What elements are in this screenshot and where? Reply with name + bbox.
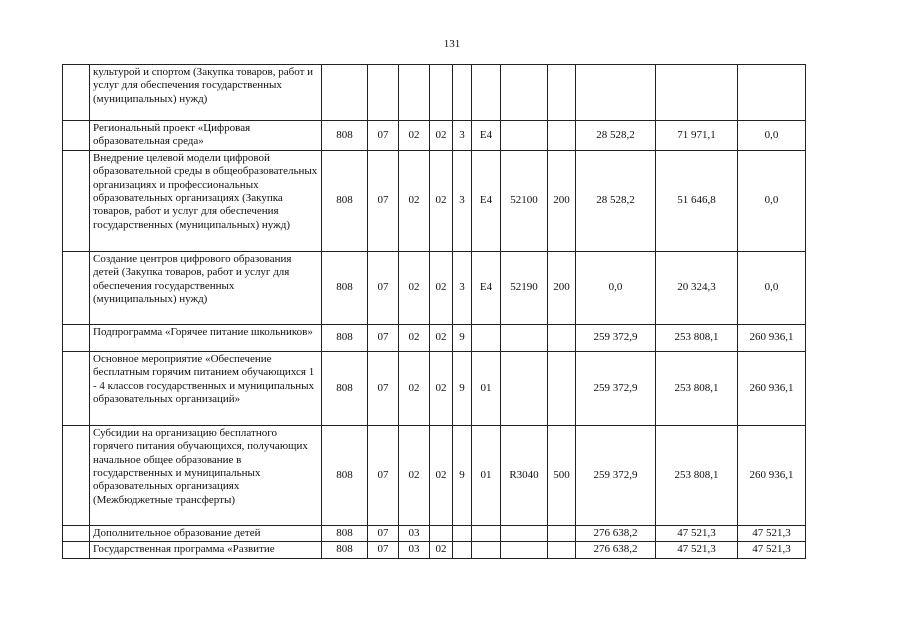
cell-amount-1: 0,0 xyxy=(576,251,656,324)
cell-amount-1: 28 528,2 xyxy=(576,121,656,151)
cell-amount-3 xyxy=(738,65,806,121)
table-row xyxy=(63,251,806,324)
cell-amount-2: 51 646,8 xyxy=(656,150,738,251)
row-blank-cell xyxy=(63,425,90,525)
cell-subsection: 02 xyxy=(399,251,430,324)
cell-project: E4 xyxy=(472,150,501,251)
row-name: Основное мероприятие «Обеспечение бесплатным горячим питанием обучающихся 1 - 4 классов государственных и муниципальных образовательных организаций» xyxy=(90,351,322,425)
cell-ministry: 808 xyxy=(322,525,368,541)
cell-direction: R3040 xyxy=(501,425,548,525)
row-name: Субсидии на организацию бесплатного горячего питания обучающихся, получающих начальное общее образование в государственных и муниципальных образовательных организациях (Межбюджетные трансферты) xyxy=(90,425,322,525)
cell-program: 02 xyxy=(430,542,453,558)
table-row xyxy=(63,121,806,151)
cell-program: 02 xyxy=(430,121,453,151)
cell-subprogram: 3 xyxy=(453,121,472,151)
cell-program xyxy=(430,65,453,121)
cell-amount-3: 47 521,3 xyxy=(738,525,806,541)
cell-project xyxy=(472,542,501,558)
cell-section: 07 xyxy=(368,251,399,324)
cell-expense-type: 200 xyxy=(548,251,576,324)
row-blank-cell xyxy=(63,525,90,541)
cell-direction xyxy=(501,542,548,558)
cell-expense-type xyxy=(548,351,576,425)
cell-ministry: 808 xyxy=(322,351,368,425)
cell-amount-2: 47 521,3 xyxy=(656,542,738,558)
cell-program: 02 xyxy=(430,324,453,351)
row-blank-cell xyxy=(63,150,90,251)
cell-amount-3: 260 936,1 xyxy=(738,425,806,525)
cell-ministry: 808 xyxy=(322,324,368,351)
cell-subsection: 02 xyxy=(399,425,430,525)
cell-section: 07 xyxy=(368,525,399,541)
cell-amount-2: 20 324,3 xyxy=(656,251,738,324)
cell-project: E4 xyxy=(472,121,501,151)
cell-expense-type xyxy=(548,65,576,121)
row-blank-cell xyxy=(63,251,90,324)
table-row xyxy=(63,525,806,541)
cell-expense-type xyxy=(548,525,576,541)
cell-subprogram xyxy=(453,542,472,558)
cell-direction: 52100 xyxy=(501,150,548,251)
cell-subprogram: 3 xyxy=(453,150,472,251)
cell-section: 07 xyxy=(368,121,399,151)
cell-program: 02 xyxy=(430,351,453,425)
table-row xyxy=(63,425,806,525)
cell-subsection: 03 xyxy=(399,542,430,558)
cell-subprogram: 3 xyxy=(453,251,472,324)
cell-section xyxy=(368,65,399,121)
row-name: культурой и спортом (Закупка товаров, работ и услуг для обеспечения государственных (муниципальных) нужд) xyxy=(90,65,322,121)
cell-amount-3: 0,0 xyxy=(738,150,806,251)
cell-direction xyxy=(501,121,548,151)
cell-ministry: 808 xyxy=(322,542,368,558)
table-row xyxy=(63,150,806,251)
cell-subsection: 02 xyxy=(399,351,430,425)
cell-amount-1: 276 638,2 xyxy=(576,525,656,541)
cell-section: 07 xyxy=(368,425,399,525)
cell-project: 01 xyxy=(472,351,501,425)
table-row xyxy=(63,351,806,425)
cell-expense-type xyxy=(548,542,576,558)
page-number: 131 xyxy=(443,38,461,50)
cell-project xyxy=(472,324,501,351)
cell-amount-3: 260 936,1 xyxy=(738,324,806,351)
cell-subsection: 02 xyxy=(399,150,430,251)
cell-subsection: 03 xyxy=(399,525,430,541)
cell-program: 02 xyxy=(430,150,453,251)
cell-section: 07 xyxy=(368,351,399,425)
cell-project xyxy=(472,65,501,121)
cell-program: 02 xyxy=(430,251,453,324)
row-blank-cell xyxy=(63,324,90,351)
cell-subsection: 02 xyxy=(399,121,430,151)
cell-amount-1 xyxy=(576,65,656,121)
cell-amount-2: 253 808,1 xyxy=(656,324,738,351)
cell-program xyxy=(430,525,453,541)
cell-subprogram xyxy=(453,65,472,121)
cell-direction xyxy=(501,324,548,351)
cell-amount-1: 259 372,9 xyxy=(576,351,656,425)
row-name: Государственная программа «Развитие xyxy=(90,542,322,558)
cell-ministry: 808 xyxy=(322,425,368,525)
table-row xyxy=(63,542,806,558)
cell-expense-type: 500 xyxy=(548,425,576,525)
row-name: Региональный проект «Цифровая образовательная среда» xyxy=(90,121,322,151)
cell-section: 07 xyxy=(368,150,399,251)
cell-amount-2: 71 971,1 xyxy=(656,121,738,151)
cell-amount-2: 253 808,1 xyxy=(656,425,738,525)
cell-amount-1: 276 638,2 xyxy=(576,542,656,558)
cell-amount-3: 260 936,1 xyxy=(738,351,806,425)
cell-amount-2: 47 521,3 xyxy=(656,525,738,541)
cell-subsection xyxy=(399,65,430,121)
cell-section: 07 xyxy=(368,324,399,351)
cell-subsection: 02 xyxy=(399,324,430,351)
table-row xyxy=(63,65,806,121)
cell-project xyxy=(472,525,501,541)
cell-subprogram: 9 xyxy=(453,324,472,351)
row-name: Внедрение целевой модели цифровой образовательной среды в общеобразовательных организациях и профессиональных образовательных организациях (Закупка товаров, работ и услуг для обеспечения государственных (муниципальных) нужд) xyxy=(90,150,322,251)
cell-amount-1: 259 372,9 xyxy=(576,425,656,525)
cell-expense-type xyxy=(548,324,576,351)
cell-ministry: 808 xyxy=(322,251,368,324)
cell-project: E4 xyxy=(472,251,501,324)
cell-direction xyxy=(501,351,548,425)
cell-program: 02 xyxy=(430,425,453,525)
row-name: Дополнительное образование детей xyxy=(90,525,322,541)
cell-section: 07 xyxy=(368,542,399,558)
budget-table xyxy=(62,64,806,559)
cell-subprogram xyxy=(453,525,472,541)
cell-amount-2: 253 808,1 xyxy=(656,351,738,425)
cell-subprogram: 9 xyxy=(453,425,472,525)
cell-subprogram: 9 xyxy=(453,351,472,425)
cell-ministry xyxy=(322,65,368,121)
cell-amount-2 xyxy=(656,65,738,121)
cell-amount-1: 28 528,2 xyxy=(576,150,656,251)
row-name: Подпрограмма «Горячее питание школьников» xyxy=(90,324,322,351)
row-blank-cell xyxy=(63,542,90,558)
cell-amount-3: 0,0 xyxy=(738,251,806,324)
cell-amount-3: 0,0 xyxy=(738,121,806,151)
cell-direction: 52190 xyxy=(501,251,548,324)
row-name: Создание центров цифрового образования детей (Закупка товаров, работ и услуг для обеспечения государственных (муниципальных) нужд) xyxy=(90,251,322,324)
cell-amount-1: 259 372,9 xyxy=(576,324,656,351)
cell-expense-type: 200 xyxy=(548,150,576,251)
cell-project: 01 xyxy=(472,425,501,525)
row-blank-cell xyxy=(63,351,90,425)
table-row xyxy=(63,324,806,351)
row-blank-cell xyxy=(63,121,90,151)
cell-direction xyxy=(501,65,548,121)
cell-amount-3: 47 521,3 xyxy=(738,542,806,558)
cell-direction xyxy=(501,525,548,541)
cell-ministry: 808 xyxy=(322,121,368,151)
cell-ministry: 808 xyxy=(322,150,368,251)
row-blank-cell xyxy=(63,65,90,121)
table-body xyxy=(63,65,806,559)
cell-expense-type xyxy=(548,121,576,151)
